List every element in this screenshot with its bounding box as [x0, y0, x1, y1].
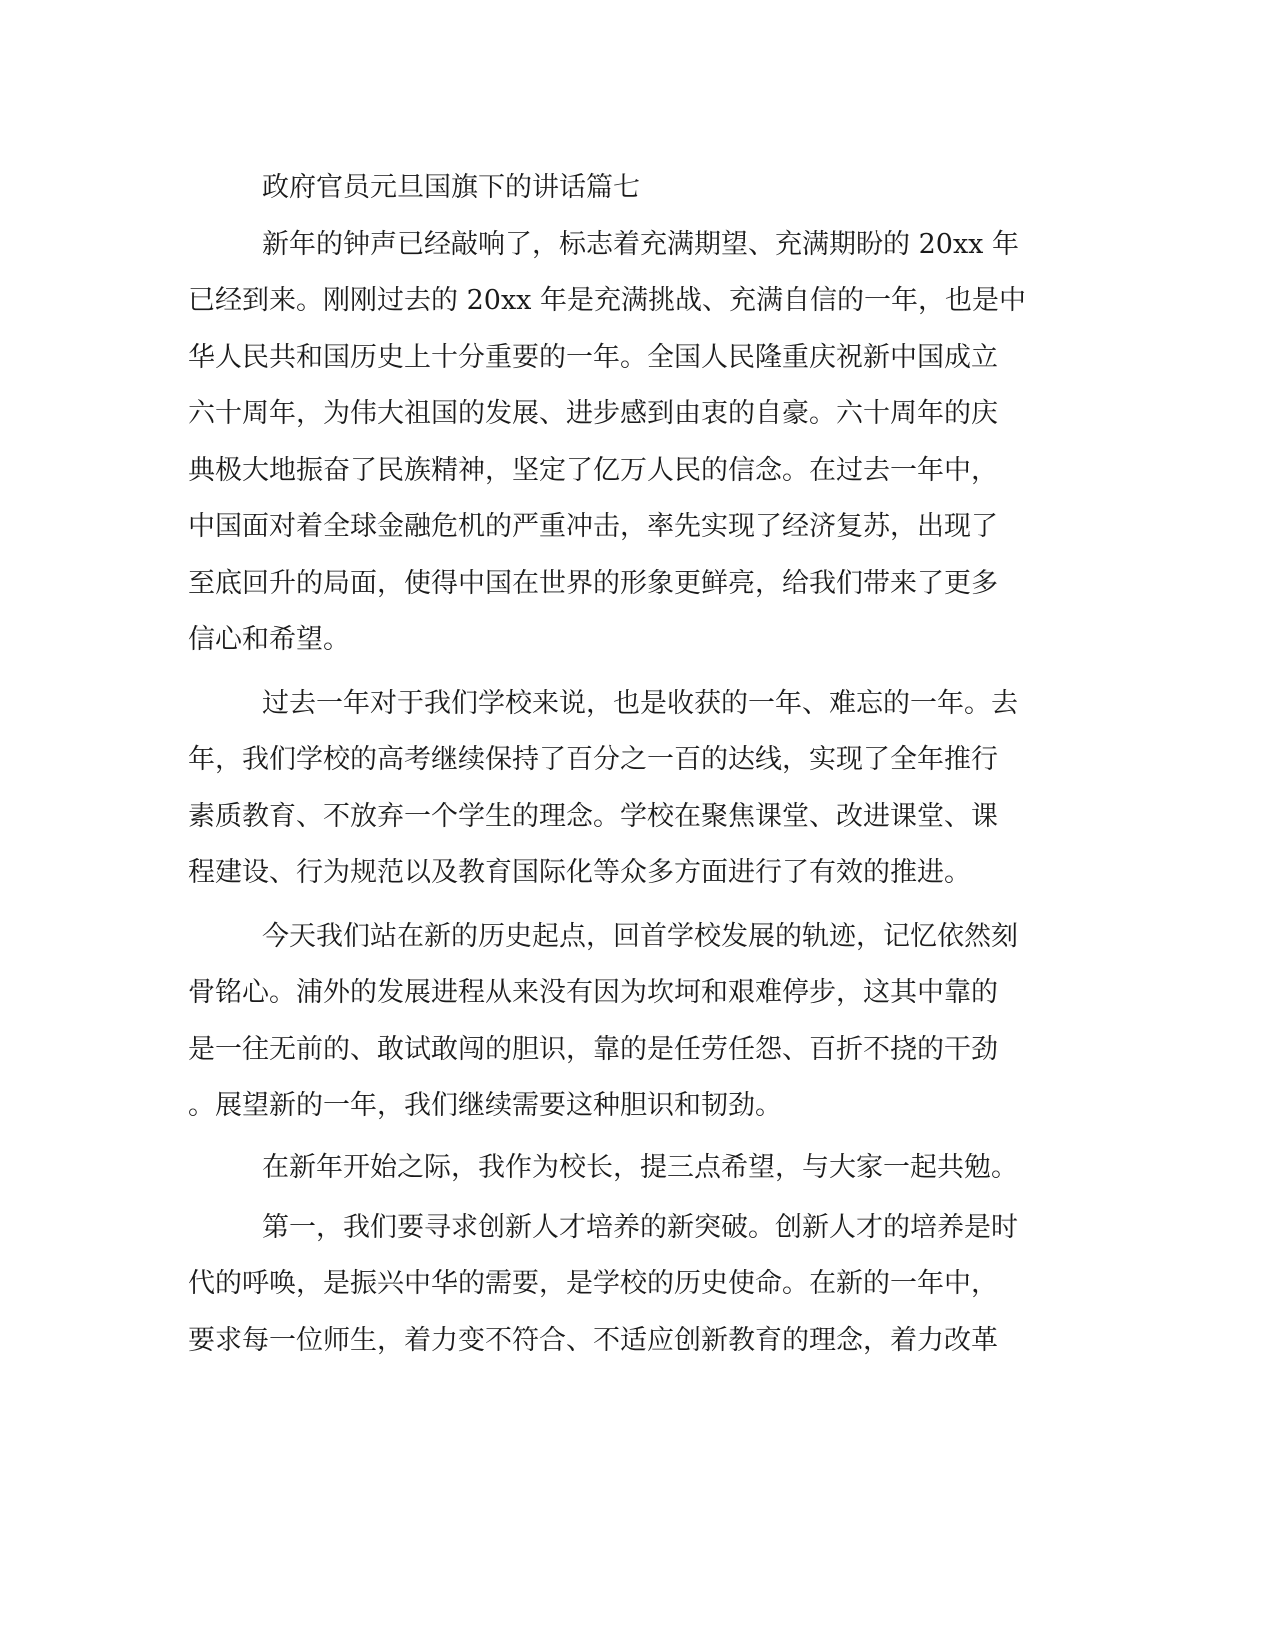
paragraph-line: 华人民共和国历史上十分重要的一年。全国人民隆重庆祝新中国成立 [188, 342, 998, 373]
paragraph-line: 信心和希望。 [188, 624, 350, 655]
paragraph-line: 过去一年对于我们学校来说，也是收获的一年、难忘的一年。去 [262, 688, 1018, 719]
paragraph-line: 在新年开始之际，我作为校长，提三点希望，与大家一起共勉。 [262, 1152, 1018, 1183]
paragraph-line: 骨铭心。浦外的发展进程从来没有因为坎坷和艰难停步，这其中靠的 [188, 977, 998, 1008]
paragraph-line: 至底回升的局面，使得中国在世界的形象更鲜亮，给我们带来了更多 [188, 568, 998, 599]
paragraph-line: 中国面对着全球金融危机的严重冲击，率先实现了经济复苏，出现了 [188, 511, 998, 542]
paragraph-line: 程建设、行为规范以及教育国际化等众多方面进行了有效的推进。 [188, 857, 971, 888]
paragraph-line: 年，我们学校的高考继续保持了百分之一百的达线，实现了全年推行 [188, 744, 998, 775]
document-title: 政府官员元旦国旗下的讲话篇七 [262, 172, 640, 203]
paragraph-line: 六十周年，为伟大祖国的发展、进步感到由衷的自豪。六十周年的庆 [188, 398, 998, 429]
paragraph-line: 要求每一位师生，着力变不符合、不适应创新教育的理念，着力改革 [188, 1325, 998, 1356]
paragraph-line: 素质教育、不放弃一个学生的理念。学校在聚焦课堂、改进课堂、课 [188, 801, 998, 832]
paragraph-line: 第一，我们要寻求创新人才培养的新突破。创新人才的培养是时 [262, 1212, 1018, 1243]
paragraph-line: 。展望新的一年，我们继续需要这种胆识和韧劲。 [188, 1090, 782, 1121]
paragraph-line: 今天我们站在新的历史起点，回首学校发展的轨迹，记忆依然刻 [262, 921, 1018, 952]
paragraph-line: 新年的钟声已经敲响了，标志着充满期望、充满期盼的 20xx 年 [262, 229, 1019, 260]
paragraph-line: 已经到来。刚刚过去的 20xx 年是充满挑战、充满自信的一年，也是中 [188, 285, 1026, 316]
paragraph-line: 代的呼唤，是振兴中华的需要，是学校的历史使命。在新的一年中， [188, 1268, 998, 1299]
paragraph-line: 是一往无前的、敢试敢闯的胆识，靠的是任劳任怨、百折不挠的干劲 [188, 1034, 998, 1065]
paragraph-line: 典极大地振奋了民族精神，坚定了亿万人民的信念。在过去一年中， [188, 455, 998, 486]
